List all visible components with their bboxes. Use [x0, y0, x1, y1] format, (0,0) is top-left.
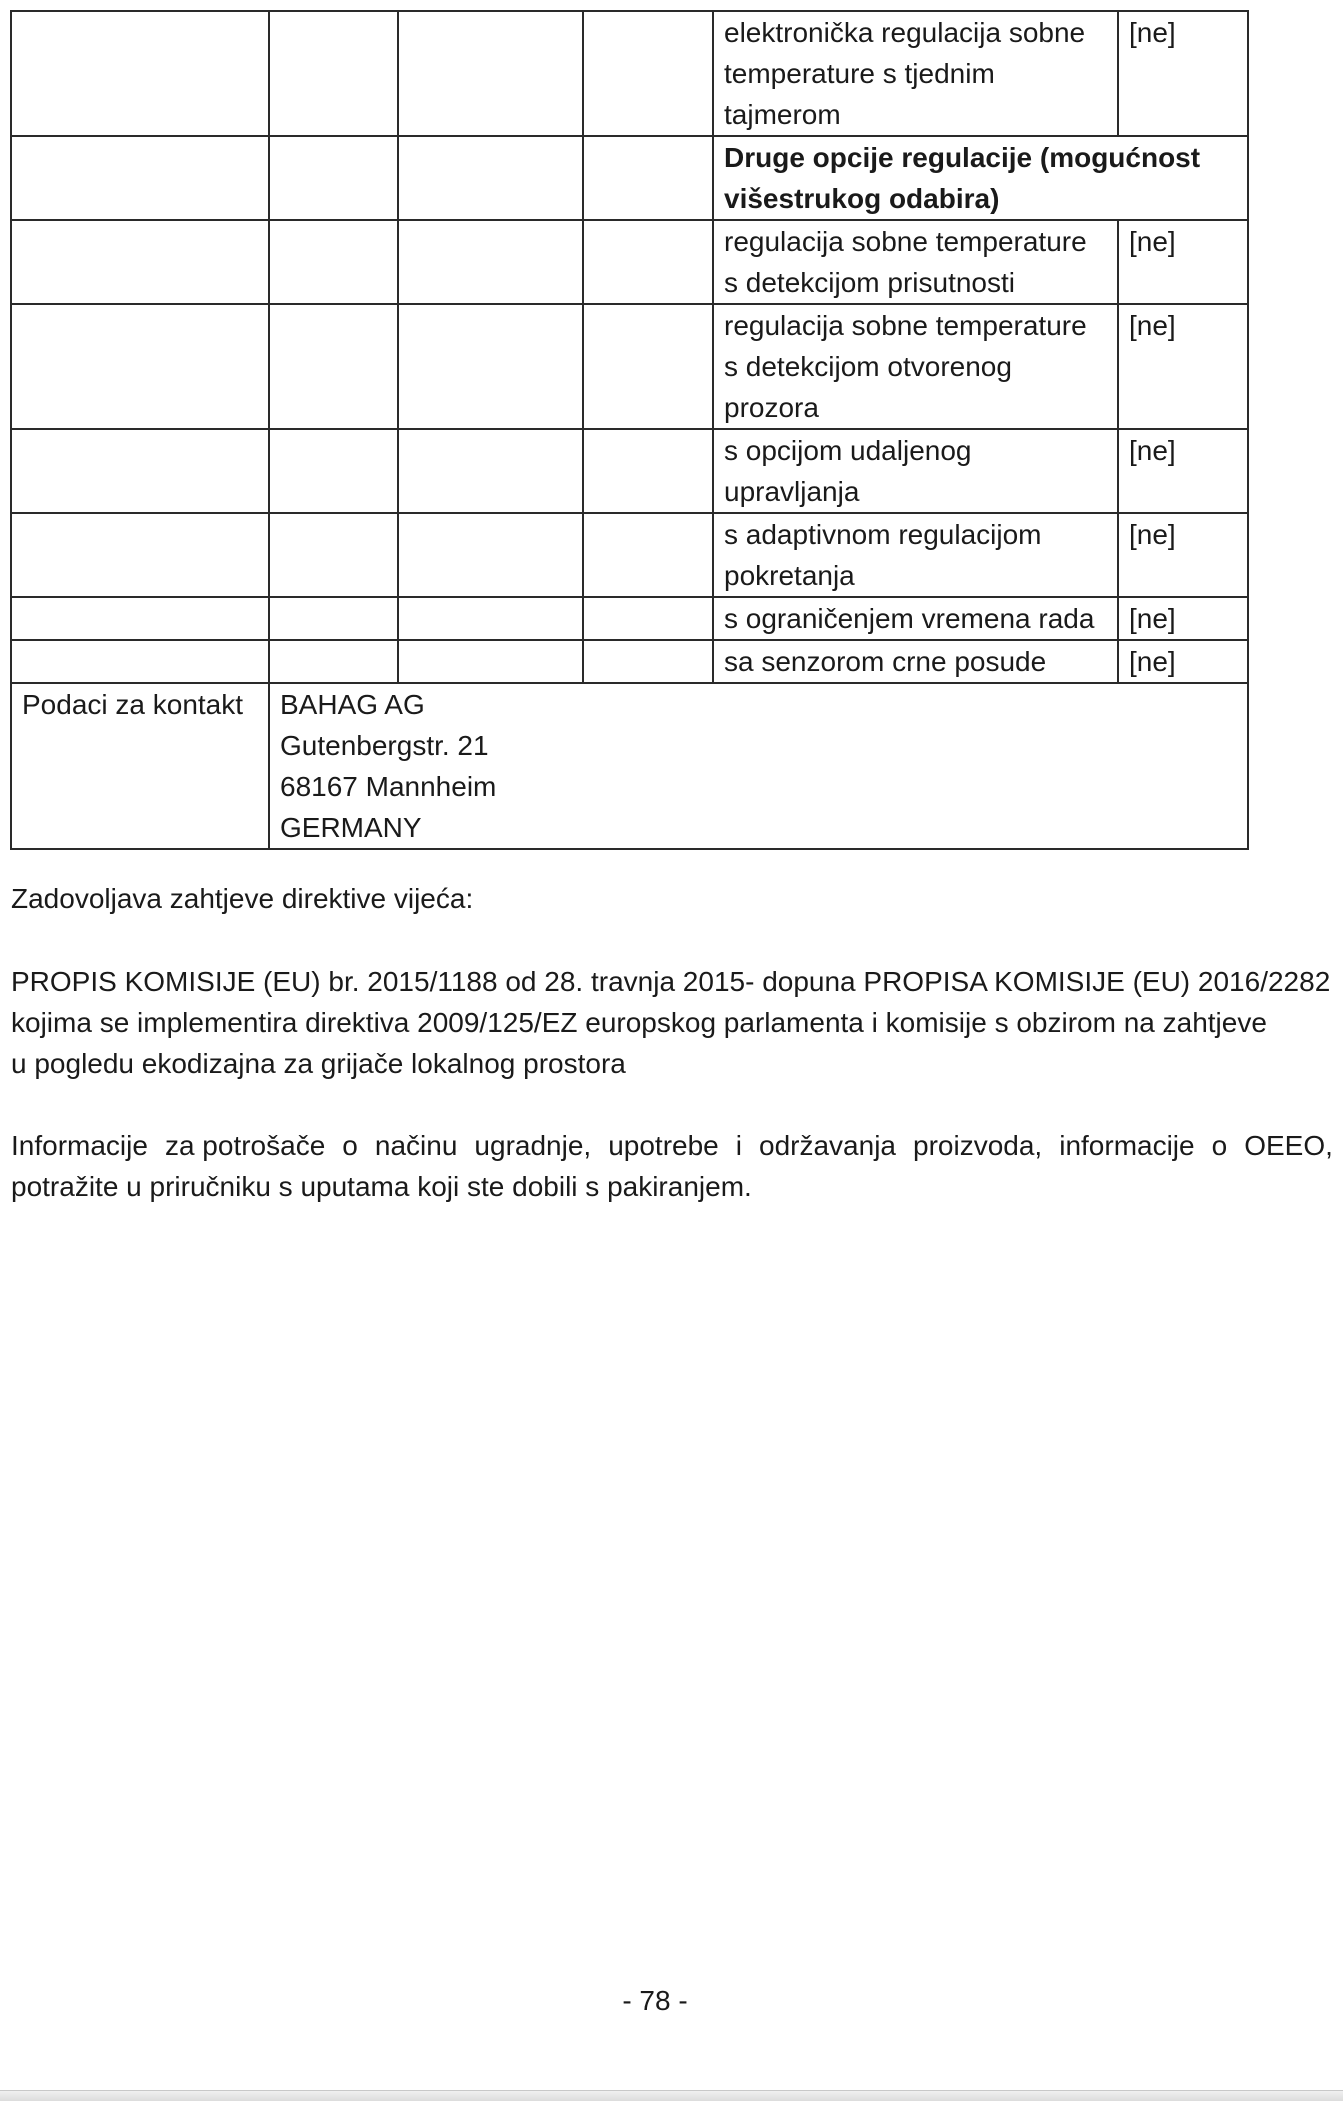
- table-cell-empty: [269, 304, 398, 429]
- table-cell-empty: [398, 597, 583, 640]
- table-cell-empty: [583, 640, 713, 683]
- table-cell-empty: [269, 11, 398, 136]
- option-value: [ne]: [1118, 597, 1248, 640]
- postal-city: 68167 Mannheim: [280, 771, 497, 802]
- table-cell-empty: [11, 429, 269, 513]
- table-cell-empty: [11, 136, 269, 220]
- option-label: s opcijom udaljenog upravljanja: [713, 429, 1118, 513]
- option-label: regulacija sobne temperature s detekcijom prisutnosti: [713, 220, 1118, 304]
- table-cell-empty: [269, 136, 398, 220]
- option-value: [ne]: [1118, 640, 1248, 683]
- consumer-info-line-2: potražite u priručniku s uputama koji ste dobili s pakiranjem.: [11, 1171, 752, 1202]
- table-cell-empty: [11, 11, 269, 136]
- table-row: [11, 597, 1248, 640]
- option-value: [ne]: [1118, 220, 1248, 304]
- table-cell-empty: [269, 220, 398, 304]
- option-group-heading: Druge opcije regulacije (mogućnost višestrukog odabira): [713, 136, 1248, 220]
- table-cell-empty: [398, 220, 583, 304]
- table-cell-empty: [583, 304, 713, 429]
- specification-table: [10, 10, 1249, 850]
- table-cell-empty: [11, 640, 269, 683]
- table-cell-empty: [583, 136, 713, 220]
- contact-row: [11, 683, 1248, 849]
- table-cell-empty: [269, 640, 398, 683]
- table-cell-empty: [11, 304, 269, 429]
- table-cell-empty: [398, 304, 583, 429]
- table-cell-empty: [269, 513, 398, 597]
- country: GERMANY: [280, 812, 422, 843]
- option-value: [ne]: [1118, 11, 1248, 136]
- table-cell-empty: [398, 11, 583, 136]
- table-cell-empty: [398, 513, 583, 597]
- table-row: [11, 304, 1248, 429]
- option-value: [ne]: [1118, 513, 1248, 597]
- table-cell-empty: [269, 429, 398, 513]
- table-cell-empty: [583, 513, 713, 597]
- table-cell-empty: [583, 429, 713, 513]
- table-row: [11, 11, 1248, 136]
- consumer-info-paragraph: [11, 1125, 1333, 1207]
- option-value: [ne]: [1118, 429, 1248, 513]
- contact-label: Podaci za kontakt: [11, 683, 269, 849]
- option-label: s ograničenjem vremena rada: [713, 597, 1118, 640]
- table-cell-empty: [11, 220, 269, 304]
- table-cell-empty: [583, 11, 713, 136]
- directive-intro: Zadovoljava zahtjeve direktive vijeća:: [11, 883, 474, 914]
- table-cell-empty: [11, 597, 269, 640]
- table-cell-empty: [11, 513, 269, 597]
- option-label: elektronička regulacija sobne temperature s tjednim tajmerom: [713, 11, 1118, 136]
- table-row: [11, 220, 1248, 304]
- page-bottom-edge: [0, 2090, 1343, 2101]
- option-label: s adaptivnom regulacijom pokretanja: [713, 513, 1118, 597]
- table-cell-empty: [398, 429, 583, 513]
- consumer-info-line-1: Informacije za potrošače o načinu ugradnje, upotrebe i održavanja proizvoda, informacije o OEEO,: [11, 1130, 1333, 1161]
- table-row: [11, 136, 1248, 220]
- page-number: - 78 -: [622, 1985, 688, 2016]
- regulation-paragraph: PROPIS KOMISIJE (EU) br. 2015/1188 od 28. travnja 2015- dopuna PROPISA KOMISIJE (EU) 2016/2282 kojima se implementira direktiva 2009/125/EZ europskog parlamenta i komisije s obzirom na zahtjeve u pogledu ekodizajna za grijače lokalnog prostora: [11, 966, 1331, 1079]
- table-row: [11, 513, 1248, 597]
- table-row: [11, 640, 1248, 683]
- table-cell-empty: [583, 597, 713, 640]
- table-row: [11, 429, 1248, 513]
- table-cell-empty: [398, 136, 583, 220]
- street-address: Gutenbergstr. 21: [280, 730, 489, 761]
- option-label: regulacija sobne temperature s detekcijom otvorenog prozora: [713, 304, 1118, 429]
- contact-address: [269, 683, 1248, 849]
- table-cell-empty: [398, 640, 583, 683]
- company-name: BAHAG AG: [280, 689, 425, 720]
- table-cell-empty: [269, 597, 398, 640]
- option-label: sa senzorom crne posude: [713, 640, 1118, 683]
- option-value: [ne]: [1118, 304, 1248, 429]
- table-cell-empty: [583, 220, 713, 304]
